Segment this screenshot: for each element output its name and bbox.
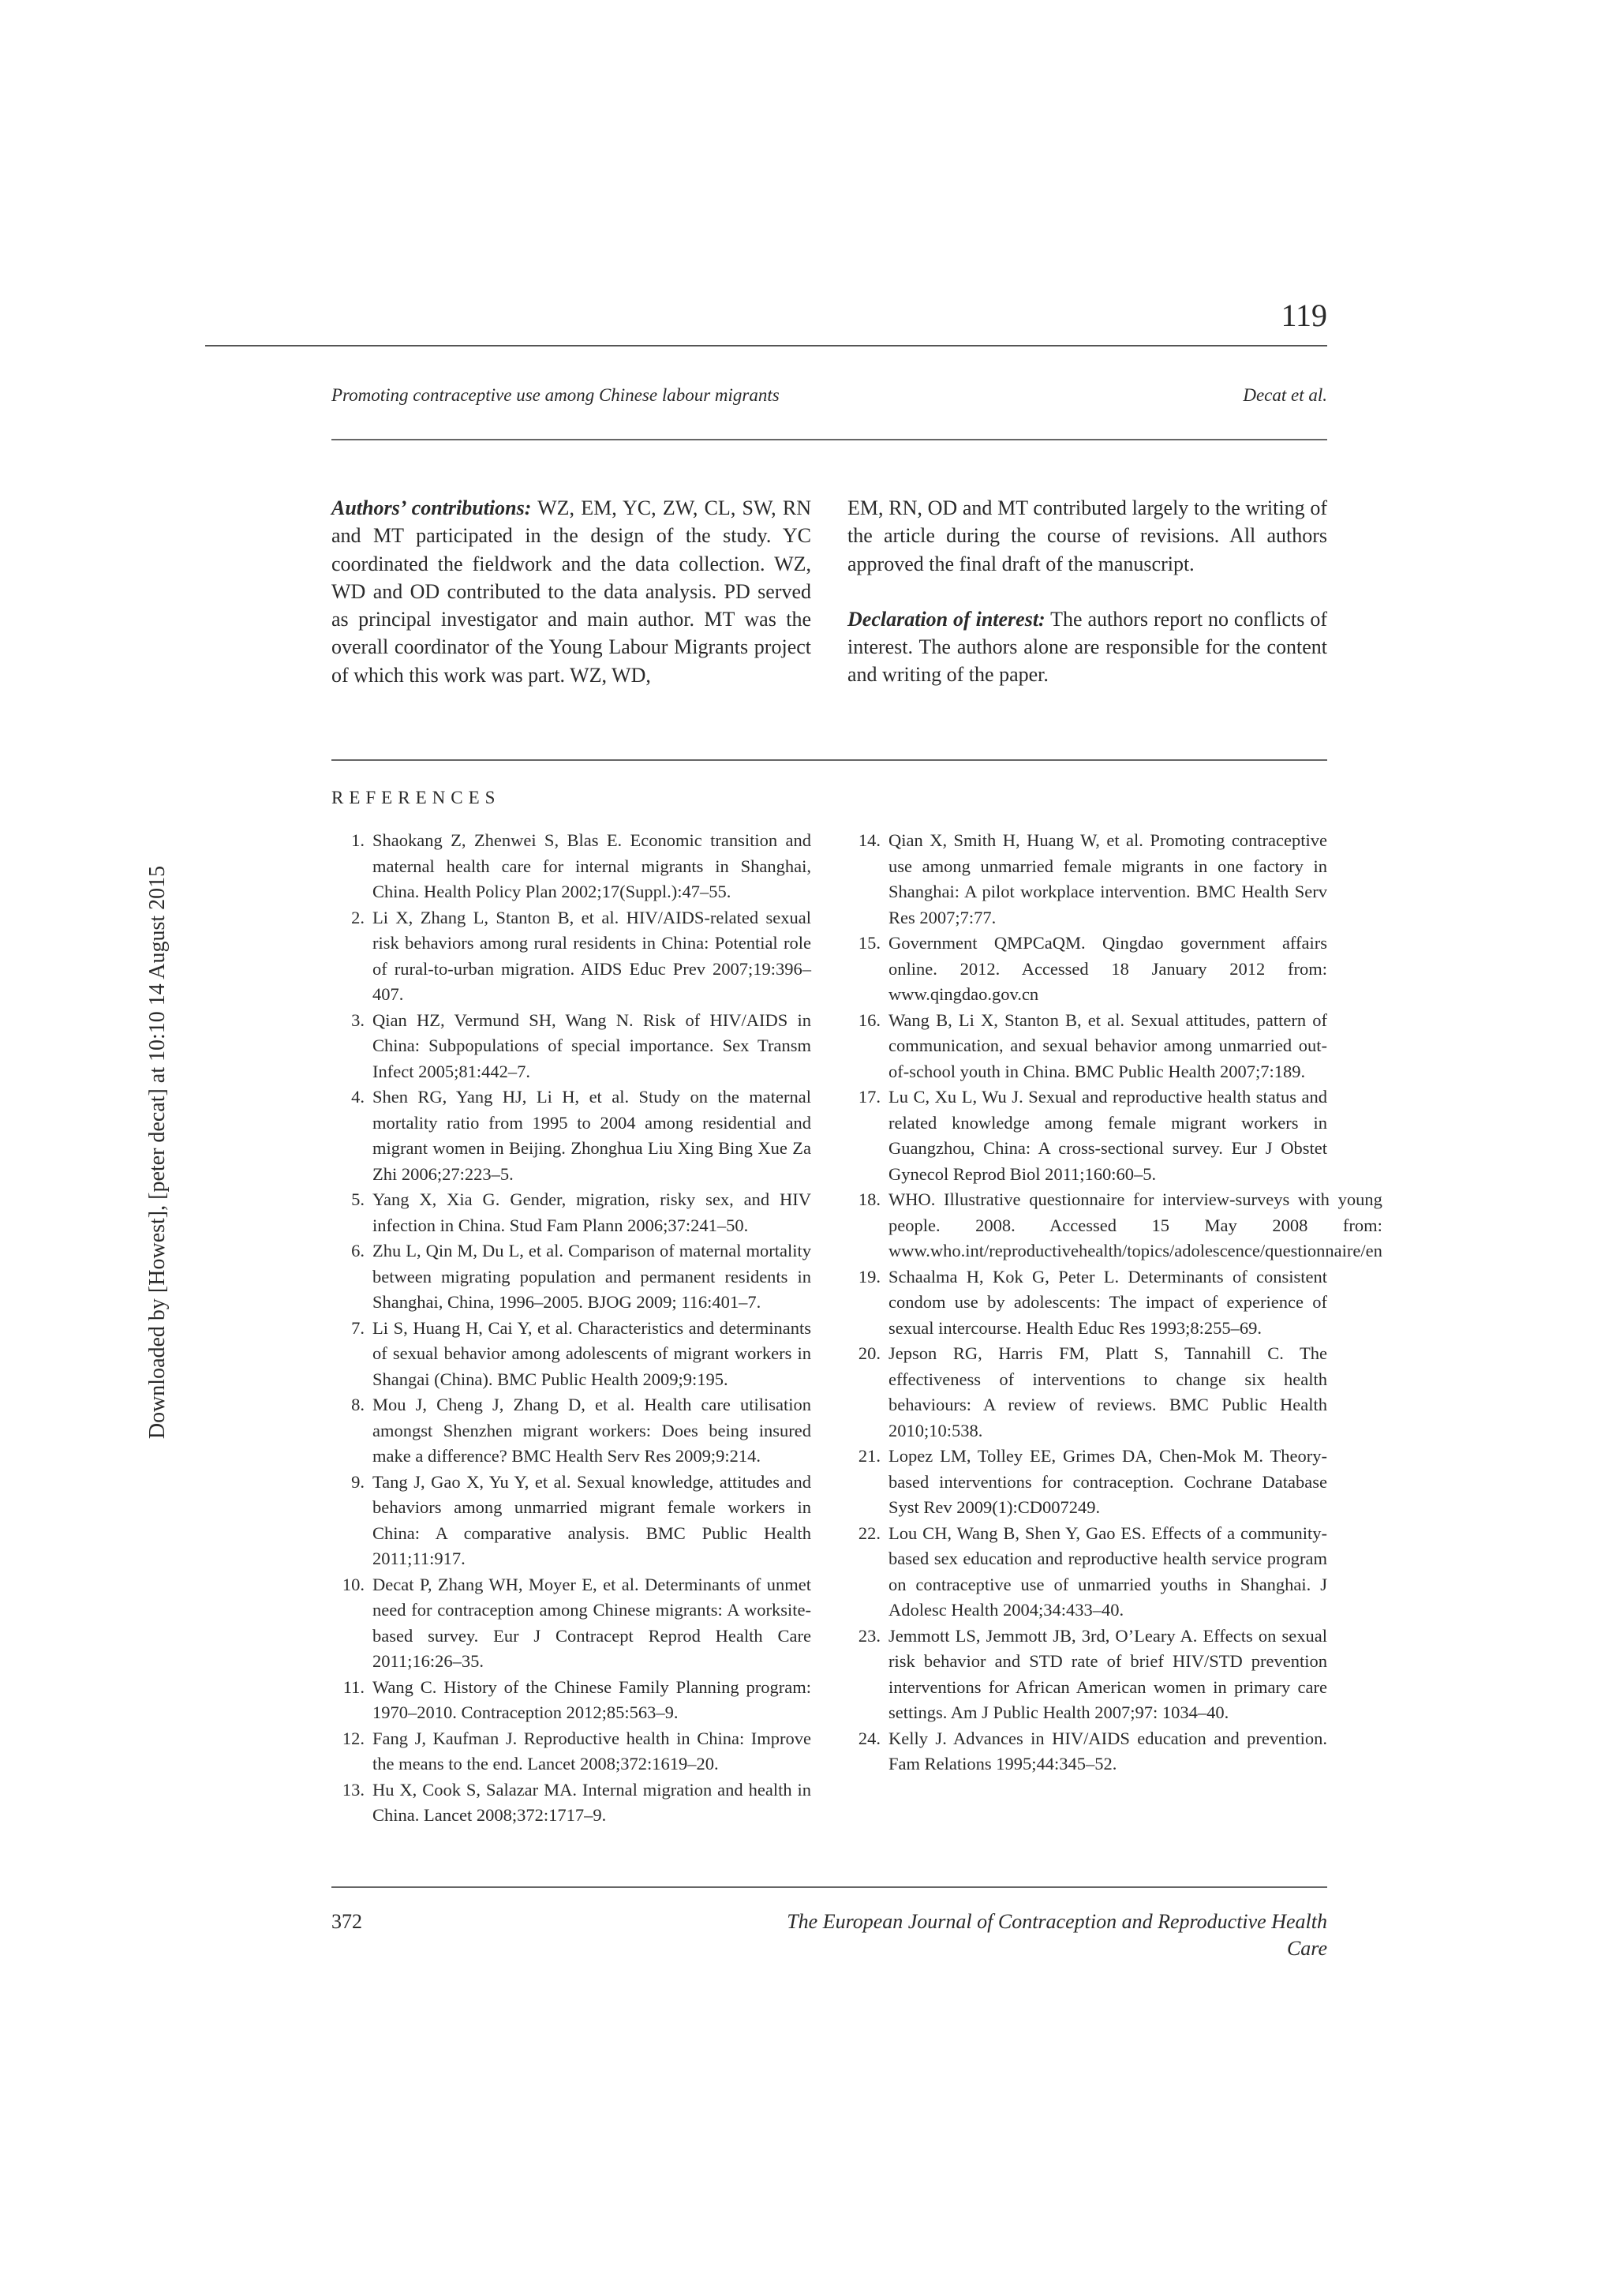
reference-item [331, 905, 811, 1008]
reference-number: 17. [858, 1087, 881, 1107]
top-page-number: 119 [1281, 298, 1327, 333]
reference-item [847, 1521, 1327, 1624]
reference-item [847, 1341, 1327, 1444]
reference-number: 22. [858, 1523, 881, 1543]
references-right-column [847, 828, 1382, 1777]
reference-item [331, 1572, 811, 1675]
reference-number: 20. [858, 1343, 881, 1363]
contributions-label: Authors’ contributions: [331, 496, 532, 519]
reference-number: 5. [351, 1189, 365, 1209]
reference-text: Li S, Huang H, Cai Y, et al. Characteristics and determinants of sexual behavior among adolescents of migrant workers in Shangai (China). BMC Public Health 2009;9:195. [372, 1317, 811, 1389]
section-rule [331, 759, 1327, 761]
reference-item [847, 1726, 1327, 1777]
reference-number: 14. [858, 830, 881, 850]
reference-text: WHO. Illustrative questionnaire for interview-surveys with young people. 2008. Accessed 15 May 2008 from: www.who.int/reproductivehealth/topics/adolescence/questionnaire/en [888, 1189, 1382, 1260]
reference-text: Wang C. History of the Chinese Family Planning program: 1970–2010. Contraception 2012;85:563–9. [372, 1676, 811, 1722]
reference-item [331, 1777, 811, 1829]
reference-number: 2. [351, 907, 365, 927]
reference-number: 16. [858, 1009, 881, 1030]
reference-text: Mou J, Cheng J, Zhang D, et al. Health care utilisation amongst Shenzhen migrant workers: Does being insured make a difference? BMC Health Serv Res 2009;9:214. [372, 1395, 811, 1466]
reference-text: Lou CH, Wang B, Shen Y, Gao ES. Effects of a community-based sex education and reproductive health service program on contraceptive use of unmarried youths in Shanghai. J Adolesc Health 2004;34:433–40. [888, 1523, 1327, 1620]
reference-text: Yang X, Xia G. Gender, migration, risky sex, and HIV infection in China. Stud Fam Plann 2006;37:241–50. [372, 1189, 811, 1235]
reference-number: 10. [342, 1574, 365, 1594]
reference-item [331, 1316, 811, 1393]
running-header-authors: Decat et al. [1243, 385, 1327, 405]
contributions-text-left: WZ, EM, YC, ZW, CL, SW, RN and MT participated in the design of the study. YC coordinated the fieldwork and the data collection. WZ, WD and OD contributed to the data analysis. PD served as principal investigator and main author. MT was the overall coordinator of the Young Labour Migrants project of which this work was part. WZ, WD, [331, 496, 811, 687]
reference-item [331, 1238, 811, 1316]
reference-item [847, 931, 1327, 1008]
reference-number: 3. [351, 1009, 365, 1030]
contributions-paragraph [331, 494, 811, 689]
reference-text: Shaokang Z, Zhenwei S, Blas E. Economic transition and maternal health care for internal migrants in Shanghai, China. Health Policy Plan 2002;17(Suppl.):47–55. [372, 830, 811, 901]
references-list-left [331, 828, 811, 1829]
reference-item [847, 1624, 1327, 1726]
reference-text: Tang J, Gao X, Yu Y, et al. Sexual knowledge, attitudes and behaviors among unmarried migrant female workers in China: A comparative analysis. BMC Public Health 2011;11:917. [372, 1471, 811, 1568]
reference-text: Schaalma H, Kok G, Peter L. Determinants of consistent condom use by adolescents: The impact of experience of sexual intercourse. Health Educ Res 1993;8:255–69. [888, 1266, 1327, 1338]
running-header-title: Promoting contraceptive use among Chinese labour migrants [331, 385, 780, 405]
references-list-right [847, 828, 1382, 1777]
reference-text: Lopez LM, Tolley EE, Grimes DA, Chen-Mok M. Theory-based interventions for contraception. Cochrane Database Syst Rev 2009(1):CD007249. [888, 1446, 1327, 1517]
reference-item [331, 1084, 811, 1187]
reference-number: 8. [351, 1395, 365, 1414]
reference-item [331, 1675, 811, 1726]
reference-text: Decat P, Zhang WH, Moyer E, et al. Determinants of unmet need for contraception among Chinese migrants: A worksite-based survey. Eur J Contracept Reprod Health Care 2011;16:26–35. [372, 1574, 811, 1671]
reference-number: 1. [351, 830, 365, 850]
reference-text: Qian X, Smith H, Huang W, et al. Promoting contraceptive use among unmarried female migrants in one factory in Shanghai: A pilot workplace intervention. BMC Health Serv Res 2007;7:77. [888, 830, 1327, 927]
reference-text: Jepson RG, Harris FM, Platt S, Tannahill C. The effectiveness of interventions to change six health behaviours: A review of reviews. BMC Public Health 2010;10:538. [888, 1343, 1327, 1440]
reference-number: 19. [858, 1266, 881, 1287]
reference-number: 6. [351, 1241, 365, 1260]
reference-number: 9. [351, 1471, 365, 1492]
reference-number: 11. [342, 1676, 365, 1697]
top-rule [205, 345, 1327, 346]
reference-text: Wang B, Li X, Stanton B, et al. Sexual attitudes, pattern of communication, and sexual behavior among unmarried out-of-school youth in China. BMC Public Health 2007;7:189. [888, 1009, 1327, 1081]
reference-item [331, 828, 811, 905]
reference-number: 15. [858, 933, 881, 953]
reference-text: Li X, Zhang L, Stanton B, et al. HIV/AIDS-related sexual risk behaviors among rural residents in China: Potential role of rural-to-urban migration. AIDS Educ Prev 2007;19:396–407. [372, 907, 811, 1004]
reference-text: Kelly J. Advances in HIV/AIDS education and prevention. Fam Relations 1995;44:345–52. [888, 1728, 1327, 1774]
reference-text: Shen RG, Yang HJ, Li H, et al. Study on the maternal mortality ratio from 1995 to 2004 among residential and migrant women in Beijing. Zhonghua Liu Xing Bing Xue Za Zhi 2006;27:223–5. [372, 1087, 811, 1184]
reference-item [331, 1008, 811, 1085]
reference-item [847, 1084, 1327, 1187]
contributions-right-column [847, 494, 1327, 689]
references-heading: REFERENCES [331, 788, 501, 807]
reference-text: Government QMPCaQM. Qingdao government affairs online. 2012. Accessed 18 January 2012 from: www.qingdao.gov.cn [888, 933, 1327, 1004]
reference-item [847, 1187, 1382, 1264]
footer-page-number: 372 [331, 1910, 362, 1933]
reference-text: Zhu L, Qin M, Du L, et al. Comparison of maternal mortality between migrating population and permanent residents in Shanghai, China, 1996–2005. BJOG 2009; 116:401–7. [372, 1241, 811, 1312]
reference-text: Qian HZ, Vermund SH, Wang N. Risk of HIV/AIDS in China: Subpopulations of special importance. Sex Transm Infect 2005;81:442–7. [372, 1009, 811, 1081]
contributions-continuation: EM, RN, OD and MT contributed largely to the writing of the article during the course of revisions. All authors approved the final draft of the manuscript. [847, 496, 1327, 575]
references-left-column [331, 828, 811, 1829]
footer-journal-title: The European Journal of Contraception and Reproductive Health Care [787, 1910, 1327, 1960]
contributions-left-column [331, 494, 811, 689]
reference-text: Lu C, Xu L, Wu J. Sexual and reproductive health status and related knowledge among female migrant workers in Guangzhou, China: A cross-sectional survey. Eur J Obstet Gynecol Reprod Biol 2011;160:60–5. [888, 1087, 1327, 1184]
reference-item [331, 1726, 811, 1777]
reference-number: 7. [351, 1317, 365, 1338]
declaration-paragraph [847, 605, 1327, 689]
reference-item [847, 828, 1327, 931]
header-rule [331, 439, 1327, 440]
reference-text: Fang J, Kaufman J. Reproductive health in China: Improve the means to the end. Lancet 2008;372:1619–20. [372, 1728, 811, 1774]
reference-number: 18. [858, 1189, 881, 1209]
reference-item [331, 1187, 811, 1238]
reference-number: 13. [342, 1779, 365, 1800]
reference-item [847, 1008, 1327, 1085]
reference-item [331, 1392, 811, 1470]
reference-text: Hu X, Cook S, Salazar MA. Internal migration and health in China. Lancet 2008;372:1717–9. [372, 1779, 811, 1825]
reference-item [331, 1470, 811, 1572]
reference-number: 23. [858, 1625, 881, 1646]
reference-number: 4. [351, 1087, 365, 1107]
reference-number: 21. [858, 1446, 881, 1466]
download-side-note: Downloaded by [Howest], [peter decat] at 10:10 14 August 2015 [145, 865, 170, 1440]
reference-text: Jemmott LS, Jemmott JB, 3rd, O’Leary A. Effects on sexual risk behavior and STD rate of brief HIV/STD prevention interventions for African American women in primary care settings. Am J Public Health 2007;97: 1034–40. [888, 1625, 1327, 1722]
reference-number: 24. [858, 1728, 881, 1748]
declaration-text: The authors report no conflicts of interest. The authors alone are responsible for the content and writing of the paper. [847, 607, 1327, 687]
declaration-label: Declaration of interest: [847, 607, 1046, 631]
reference-item [847, 1264, 1327, 1342]
reference-number: 12. [342, 1728, 365, 1748]
footer-rule [331, 1886, 1327, 1888]
reference-item [847, 1444, 1327, 1521]
